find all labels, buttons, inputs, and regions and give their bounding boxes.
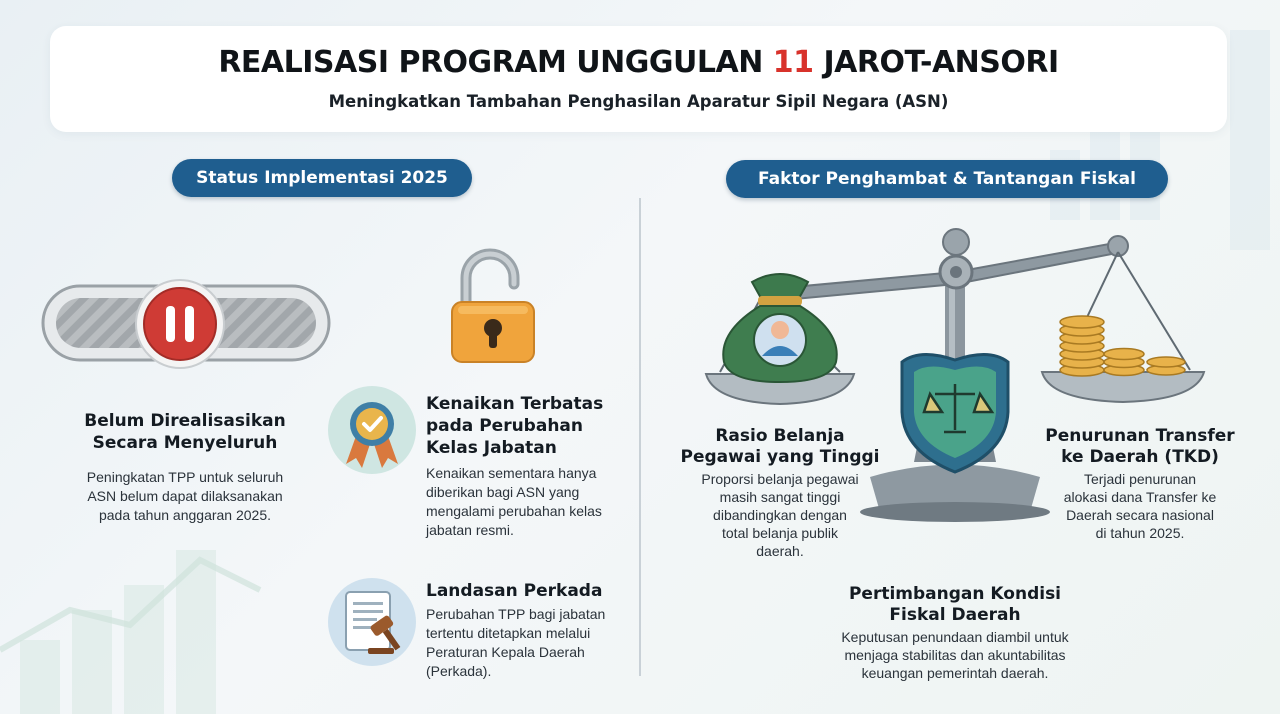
item2-title: Landasan Perkada — [426, 581, 603, 601]
factor1-title: Rasio Belanja Pegawai yang Tinggi — [680, 426, 880, 467]
status-description: Peningkatan TPP untuk seluruh ASN belum dapat dilaksanakan pada tahun anggaran 2025. — [86, 469, 284, 523]
factor2-title: Penurunan Transfer ke Daerah (TKD) — [1045, 426, 1235, 467]
factor2-description: Terjadi penurunan alokasi dana Transfer ke Daerah secara nasional di tahun 2025. — [1063, 471, 1217, 541]
status-section-heading: Status Implementasi 2025 — [172, 159, 472, 197]
title-prefix: REALISASI PROGRAM UNGGULAN — [218, 45, 763, 80]
item1-description: Kenaikan sementara hanya diberikan bagi ASN yang mengalami perubahan kelas jabatan resmi. — [426, 465, 602, 538]
factors-section-heading: Faktor Penghambat & Tantangan Fiskal — [726, 160, 1168, 198]
page-title — [50, 45, 1227, 80]
item1-title: Kenaikan Terbatas pada Perubahan Kelas Jabatan — [426, 394, 604, 458]
title-suffix: JAROT-ANSORI — [823, 45, 1059, 80]
medal-badge-icon — [326, 384, 418, 476]
factor3-title: Pertimbangan Kondisi Fiskal Daerah — [848, 584, 1062, 625]
column-divider — [639, 198, 641, 676]
factor1-description: Proporsi belanja pegawai masih sangat tinggi dibandingkan dengan total belanja publik daerah. — [701, 471, 859, 559]
item2-description: Perubahan TPP bagi jabatan tertentu ditetapkan melalui Peraturan Kepala Daerah (Perkada). — [426, 606, 606, 679]
factor3-description: Keputusan penundaan diambil untuk menjaga stabilitas dan akuntabilitas keuangan pemerintah daerah. — [841, 629, 1069, 681]
pause-toggle-icon — [40, 278, 332, 374]
title-number: 11 — [772, 45, 814, 80]
legal-document-gavel-icon — [326, 576, 418, 668]
page-subtitle: Meningkatkan Tambahan Penghasilan Aparatur Sipil Negara (ASN) — [328, 92, 949, 111]
status-title: Belum Direalisasikan Secara Menyeluruh — [84, 411, 286, 453]
header-card — [50, 26, 1227, 132]
unlocked-padlock-icon — [444, 248, 540, 366]
